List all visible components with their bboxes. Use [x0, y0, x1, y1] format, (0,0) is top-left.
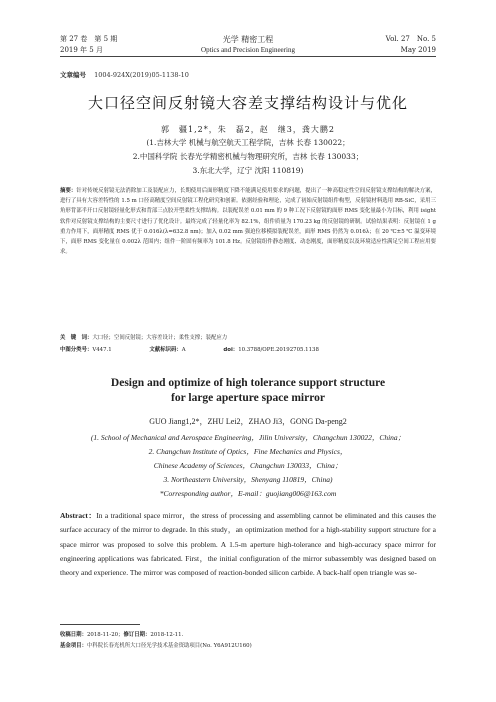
volume-issue-en: Vol. 27 No. 5 — [385, 35, 436, 43]
affiliation-en-2: 2. Changchun Institute of Optics，Fine Mechanics and Physics， — [148, 447, 348, 456]
abstract-en — [60, 509, 436, 580]
article-number-value: 1004-924X(2019)05-1138-10 — [94, 71, 189, 79]
paper-title-en-line2: for large aperture space mirror — [171, 392, 325, 404]
affiliations-cn — [0, 136, 496, 178]
doi-label: doi： — [223, 347, 239, 353]
volume-issue: 第 27 卷 第 5 期 — [60, 35, 118, 43]
volume-info-en — [386, 34, 436, 56]
abstract-cn-label: 摘要： — [60, 188, 77, 194]
footnote — [60, 630, 436, 652]
received-date: 2018-11-20； — [86, 632, 124, 638]
authors-cn: 郭 疆1,2*，朱 磊2，赵 继3，龚大鹏2 — [161, 125, 335, 134]
affiliation-en-4: 3. Northeastern University，Shenyang 110819，China) — [163, 475, 333, 484]
abstract-en-label: Abstract： — [60, 511, 97, 520]
corresponding-author[interactable]: *Corresponding author，E-mail：guojiang006@163.com — [159, 489, 337, 498]
affiliation-en-3: Chinese Academy of Sciences，Changchun 130033，China； — [153, 461, 343, 470]
abstract-cn — [60, 186, 436, 257]
affiliation-cn-3: 3.东北大学，辽宁 沈阳 110819) — [192, 166, 304, 175]
doc-code-value: A — [181, 347, 186, 353]
article-number-label: 文章编号 — [60, 71, 86, 79]
revised-label: 修订日期： — [123, 632, 151, 638]
doc-code-label: 文献标识码： — [149, 347, 182, 353]
classification-line — [60, 345, 436, 355]
keywords-cn-text: 大口径；空间反射镜；大容差设计；柔性支撑；装配应力 — [92, 335, 228, 341]
keywords-cn-label: 关 键 词： — [60, 335, 93, 341]
affiliation-en-1: (1. School of Mechanical and Aerospace Engineering，Jilin University，Changchun 130022，China； — [90, 433, 406, 442]
received-label: 收稿日期： — [60, 632, 87, 638]
journal-header — [0, 0, 496, 58]
affiliation-cn-2: 2.中国科学院 长春光学精密机械与物理研究所，吉林 长春 130033； — [132, 152, 364, 161]
revised-date: 2018-12-11. — [150, 632, 184, 638]
abstract-cn-text: 针对传统反射镜无法消除加工及装配应力，长期使用后面形精度下降不能满足使用要求的问题，提出了一种高稳定性空间反射镜支撑结构的解决方案，进行了具有大容差特性的 1.5 m 口径高精度空间反射镜工程化研究和创新。依据经验和理论，完成了初始反射镜组件构型，反射镜材料选用 RB-SiC，采用三角形背部半开口反射镜轻量化形式和背部三点胶开型柔性支撑结构。以装配误差 0.01 mm 的 9 种工况下反射镜的面形 RMS 变化量最小为目标，利用 isight 软件对反射镜支撑结构的主要尺寸进行了优化设计。最终完成了轻量化率为 82.1%，组件质量为 170.23 kg 的反射镜的研制。试验结果表明：反射镜在 1 g 重力作用下，面形精度 RMS 优于 0.016λ(λ=632.8 nm)；加入 0.02 mm 强迫位移模拟装配误差，面形 RMS 仍然为 0.016λ；在 20 ℃±5 ℃ 温变环境下，面形 RMS 变化量在 0.002λ 范围内；组件一阶固有频率为 101.8 Hz。反射镜组件静态刚度、动态刚度，面形精度以及环境适应性满足空间工程应用要求。 — [60, 188, 436, 256]
paper-title-en — [0, 376, 496, 406]
journal-name-cn: 光学 精密工程 — [222, 35, 274, 44]
footnote-dates — [60, 630, 436, 641]
clc-value: V447.1 — [92, 347, 112, 353]
authors-en: GUO Jiang1,2*，ZHU Lei2，ZHAO Ji3，GONG Da-peng2 — [149, 417, 347, 426]
affiliation-cn-1: (1.吉林大学 机械与航空航天工程学院，吉林 长春 130022； — [146, 138, 350, 147]
affiliations-en — [0, 431, 496, 501]
header-divider — [60, 56, 436, 57]
publication-date: 2019 年 5 月 — [60, 46, 103, 54]
publication-date-en: May 2019 — [400, 46, 436, 54]
fund-text: 中科院长春光机所大口径光学技术基金资助项目(No. Y6A912U160) — [86, 643, 252, 649]
article-number — [60, 70, 189, 79]
clc-label: 中图分类号： — [60, 347, 93, 353]
journal-name-en: Optics and Precision Engineering — [201, 46, 295, 54]
fund-label: 基金项目： — [60, 643, 87, 649]
paper-title-cn: 大口径空间反射镜大容差支撑结构设计与优化 — [87, 94, 408, 112]
keywords-cn — [60, 333, 436, 343]
footnote-divider — [60, 624, 140, 625]
doi-value[interactable]: 10.3788/OPE.20192705.1138 — [238, 347, 319, 353]
abstract-en-text: In a traditional space mirror，the stress of processing and assembling cannot be eliminated and this causes the surface accuracy of the mirror to degrade. In this study，an optimization method for a high-stability support structure for a space mirror was proposed to solve this problem. A 1.5-m aperture high-tolerance and high-accuracy space mirror for engineering applications was fabricated. First，the initial configuration of the mirror subassembly was designed based on theory and experience. The mirror was composed of reaction-bonded silicon carbide. A back-half open triangle was se- — [60, 511, 436, 578]
paper-title-en-line1: Design and optimize of high tolerance support structure — [110, 377, 386, 389]
footnote-fund — [60, 641, 436, 652]
